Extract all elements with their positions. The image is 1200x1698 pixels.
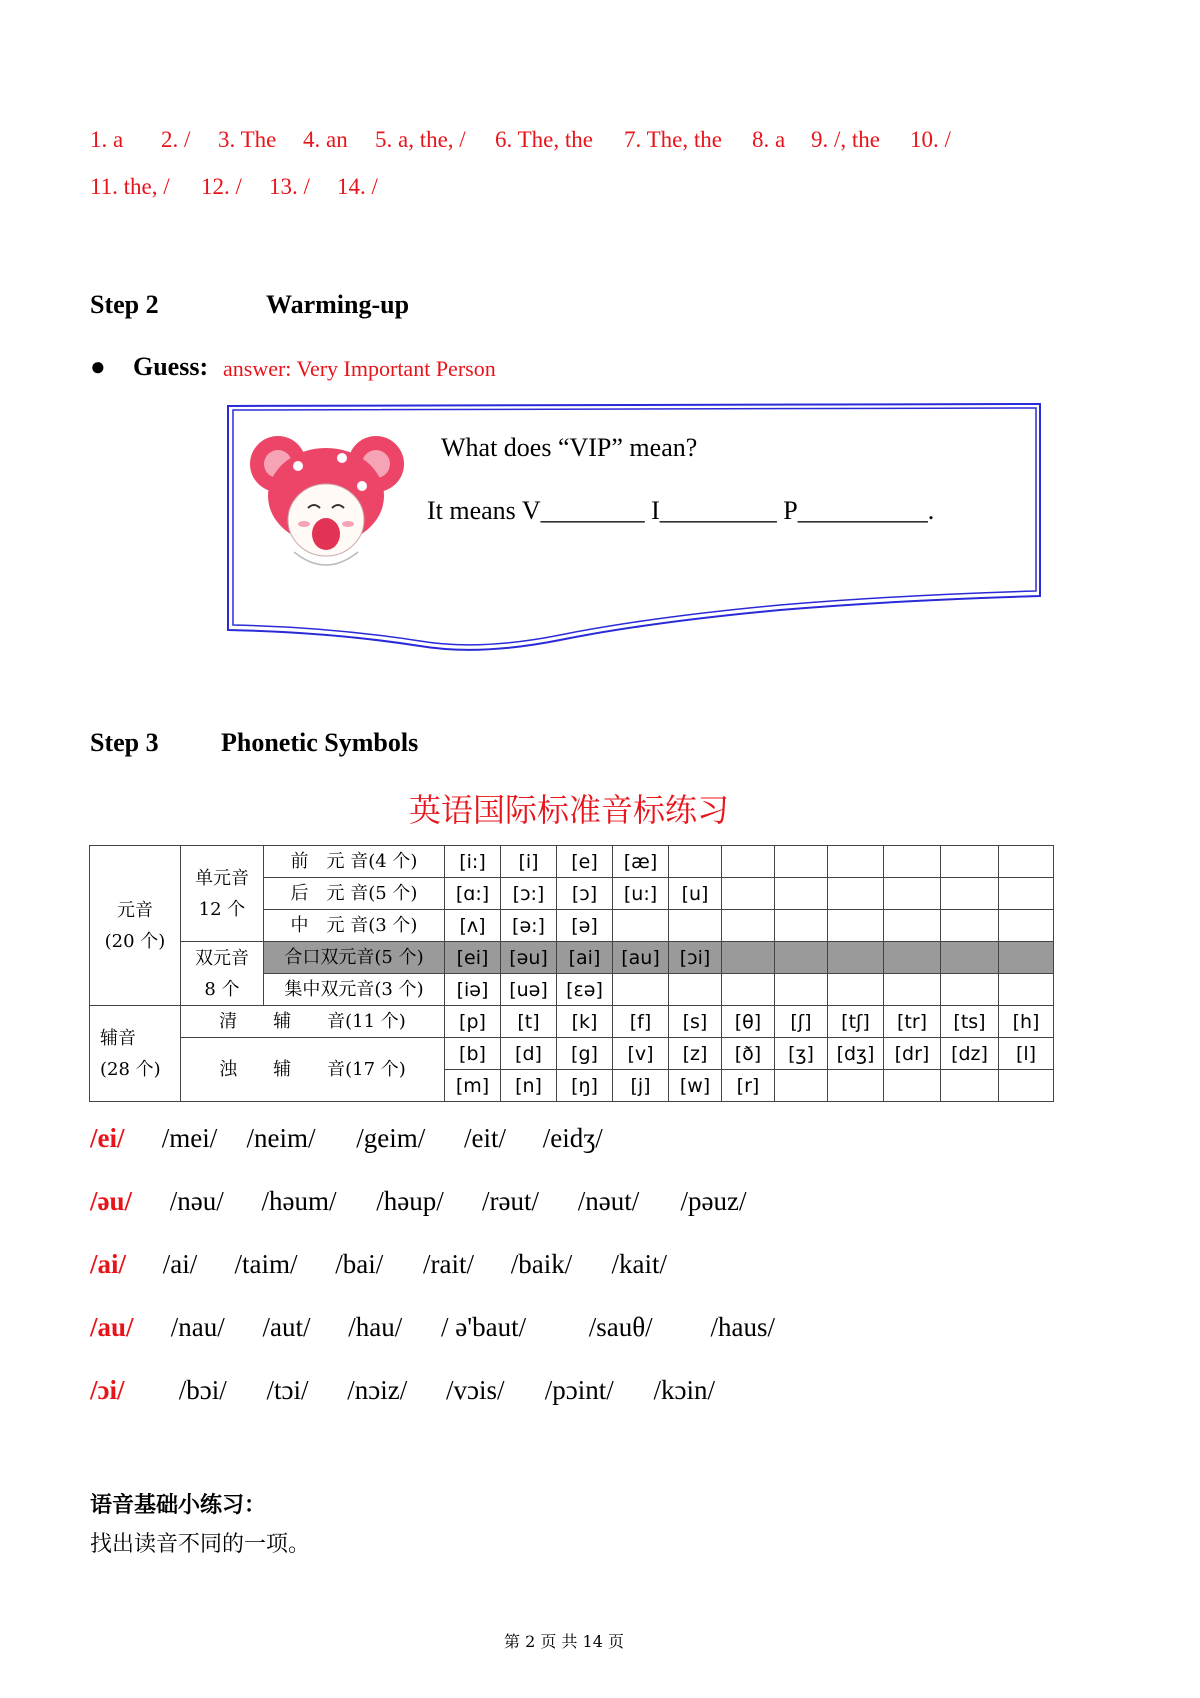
symbol-cell: [f] [613, 1006, 669, 1038]
symbol-cell: [d] [501, 1038, 557, 1070]
step2-label: Step 2 [90, 290, 159, 319]
practice-word: /nɔiz/ [347, 1375, 408, 1405]
step3-label: Step 3 [90, 728, 159, 757]
step2-title: Warming-up [266, 290, 410, 319]
symbol-cell: [dʒ] [828, 1038, 884, 1070]
symbol-cell: [ð] [722, 1038, 775, 1070]
symbol-cell: [k] [557, 1006, 613, 1038]
practice-word: /nəu/ [169, 1186, 224, 1216]
practice-word: /pəuz/ [680, 1186, 747, 1216]
practice-word: /geim/ [356, 1123, 426, 1153]
practice-word: /rəut/ [482, 1186, 539, 1216]
symbol-cell: [i] [501, 846, 557, 878]
practice-key: /ai/ [90, 1249, 127, 1279]
symbol-cell: [ai] [557, 942, 613, 974]
answer-item: 11. the, / [90, 174, 170, 199]
vip-question: What does “VIP” mean? [441, 433, 698, 462]
symbol-cell: [ei] [445, 942, 501, 974]
answer-item: 10. / [910, 127, 951, 152]
practice-word: /sauθ/ [588, 1312, 653, 1342]
symbol-cell: [h] [999, 1006, 1054, 1038]
symbol-cell: [ŋ] [557, 1070, 613, 1102]
symbol-cell: [ɑ:] [445, 878, 501, 910]
practice-word: /vɔis/ [446, 1375, 505, 1405]
diphthong-cell [181, 942, 264, 1006]
practice-word: / ə'baut/ [441, 1312, 527, 1342]
symbol-cell: [p] [445, 1006, 501, 1038]
symbol-cell: [dz] [941, 1038, 999, 1070]
category-cell: 前 元 音(4 个) [264, 846, 445, 878]
symbol-cell: [n] [501, 1070, 557, 1102]
practice-line-oi [90, 1375, 715, 1406]
page-number: 第 2 页 共 14 页 [504, 1632, 624, 1651]
symbol-cell: [au] [613, 942, 669, 974]
diphthong-label: 双元音 [195, 947, 249, 969]
practice-word: /nau/ [170, 1312, 225, 1342]
consonants-count: (28 个) [100, 1058, 161, 1080]
category-cell: 集中双元音(3 个) [264, 974, 445, 1006]
answer-item: 13. / [269, 174, 310, 199]
symbol-cell: [tr] [884, 1006, 941, 1038]
symbol-cell: [ɔi] [669, 942, 722, 974]
symbol-cell: [uə] [501, 974, 557, 1006]
symbol-cell: [ʒ] [775, 1038, 828, 1070]
monophthong-cell [181, 846, 264, 942]
symbol-cell: [ɔ] [557, 878, 613, 910]
symbol-cell: [l] [999, 1038, 1054, 1070]
answer-item: 1. a [90, 127, 124, 152]
practice-word: /neim/ [246, 1123, 316, 1153]
monophthong-label: 单元音 [195, 867, 249, 889]
practice-word: /eit/ [464, 1123, 506, 1153]
symbol-cell: [u] [669, 878, 722, 910]
category-cell: 浊 辅 音(17 个) [181, 1038, 445, 1102]
symbol-cell: [m] [445, 1070, 501, 1102]
answer-item: 6. The, the [495, 127, 593, 152]
practice-word: /mei/ [161, 1123, 218, 1153]
guess-answer: answer: Very Important Person [223, 356, 496, 381]
consonants-cell [90, 1006, 181, 1102]
symbol-cell: [ɔ:] [501, 878, 557, 910]
symbol-cell: [i:] [445, 846, 501, 878]
symbol-cell: [ts] [941, 1006, 999, 1038]
practice-word: /pɔint/ [544, 1375, 614, 1405]
practice-word: /aut/ [262, 1312, 311, 1342]
practice-key: /ɔi/ [90, 1375, 125, 1405]
practice-word: /həum/ [261, 1186, 337, 1216]
practice-key: /ei/ [90, 1123, 125, 1153]
vowels-label: 元音 [117, 899, 153, 921]
symbol-cell: [j] [613, 1070, 669, 1102]
practice-word: /eidʒ/ [542, 1123, 603, 1153]
practice-word: /bai/ [335, 1249, 384, 1279]
vowels-cell [90, 846, 181, 1006]
category-cell: 合口双元音(5 个) [264, 942, 445, 974]
answer-item: 14. / [337, 174, 378, 199]
category-cell: 后 元 音(5 个) [264, 878, 445, 910]
symbol-cell: [s] [669, 1006, 722, 1038]
practice-word: /tɔi/ [266, 1375, 309, 1405]
vip-fill-in: It means V________ I_________ P__________. [427, 496, 935, 525]
practice-key: /au/ [90, 1312, 134, 1342]
practice-word: /ai/ [162, 1249, 198, 1279]
symbol-cell: [z] [669, 1038, 722, 1070]
practice-line-au [90, 1312, 775, 1343]
practice-word: /baik/ [510, 1249, 573, 1279]
practice-word: /kɔin/ [653, 1375, 715, 1405]
guess-label: Guess: [133, 352, 209, 381]
answer-item: 9. /, the [811, 127, 880, 152]
answer-item: 7. The, the [624, 127, 722, 152]
symbol-cell: [ʃ] [775, 1006, 828, 1038]
table-title: 英语国际标准音标练习 [409, 791, 730, 829]
exercise-title: 语音基础小练习： [90, 1492, 267, 1518]
symbol-cell: [r] [722, 1070, 775, 1102]
symbol-cell: [ɛə] [557, 974, 613, 1006]
step3-title: Phonetic Symbols [221, 728, 419, 757]
symbol-cell: [u:] [613, 878, 669, 910]
answer-item: 2. / [161, 127, 191, 152]
answer-item: 12. / [201, 174, 242, 199]
answer-item: 3. The [218, 127, 277, 152]
practice-word: /haus/ [710, 1312, 775, 1342]
symbol-cell: [dr] [884, 1038, 941, 1070]
category-cell: 清 辅 音(11 个) [181, 1006, 445, 1038]
category-cell: 中 元 音(3 个) [264, 910, 445, 942]
symbol-cell: [ʌ] [445, 910, 501, 942]
practice-word: /hau/ [348, 1312, 403, 1342]
symbol-cell: [e] [557, 846, 613, 878]
symbol-cell: [g] [557, 1038, 613, 1070]
symbol-cell: [t] [501, 1006, 557, 1038]
answer-item: 5. a, the, / [375, 127, 466, 152]
phonetic-symbol-table [89, 845, 1054, 1102]
symbol-cell: [v] [613, 1038, 669, 1070]
practice-line-ei [90, 1123, 603, 1154]
practice-key: /əu/ [90, 1186, 133, 1216]
practice-line-ai [90, 1249, 667, 1280]
exercise-instruction: 找出读音不同的一项。 [90, 1532, 311, 1557]
diphthong-count: 8 个 [204, 978, 240, 1000]
bullet-icon: ● [90, 352, 106, 381]
symbol-cell: [ə] [557, 910, 613, 942]
practice-word: /taim/ [234, 1249, 298, 1279]
answer-item: 8. a [752, 127, 786, 152]
practice-word: /rait/ [423, 1249, 474, 1279]
monophthong-count: 12 个 [198, 898, 246, 920]
vowels-count: (20 个) [104, 930, 166, 952]
practice-word: /kait/ [611, 1249, 667, 1279]
symbol-cell: [w] [669, 1070, 722, 1102]
symbol-cell: [əu] [501, 942, 557, 974]
symbol-cell: [iə] [445, 974, 501, 1006]
symbol-cell: [θ] [722, 1006, 775, 1038]
consonants-label: 辅音 [100, 1027, 136, 1049]
practice-word: /nəut/ [577, 1186, 640, 1216]
symbol-cell: [b] [445, 1038, 501, 1070]
question-box-frame [0, 0, 1200, 700]
answer-item: 4. an [303, 127, 348, 152]
symbol-cell: [tʃ] [828, 1006, 884, 1038]
symbol-cell: [æ] [613, 846, 669, 878]
symbol-cell: [ə:] [501, 910, 557, 942]
practice-word: /həup/ [376, 1186, 444, 1216]
practice-word: /bɔi/ [178, 1375, 227, 1405]
practice-line-ou [90, 1186, 746, 1217]
mascot-illustration [238, 428, 408, 578]
